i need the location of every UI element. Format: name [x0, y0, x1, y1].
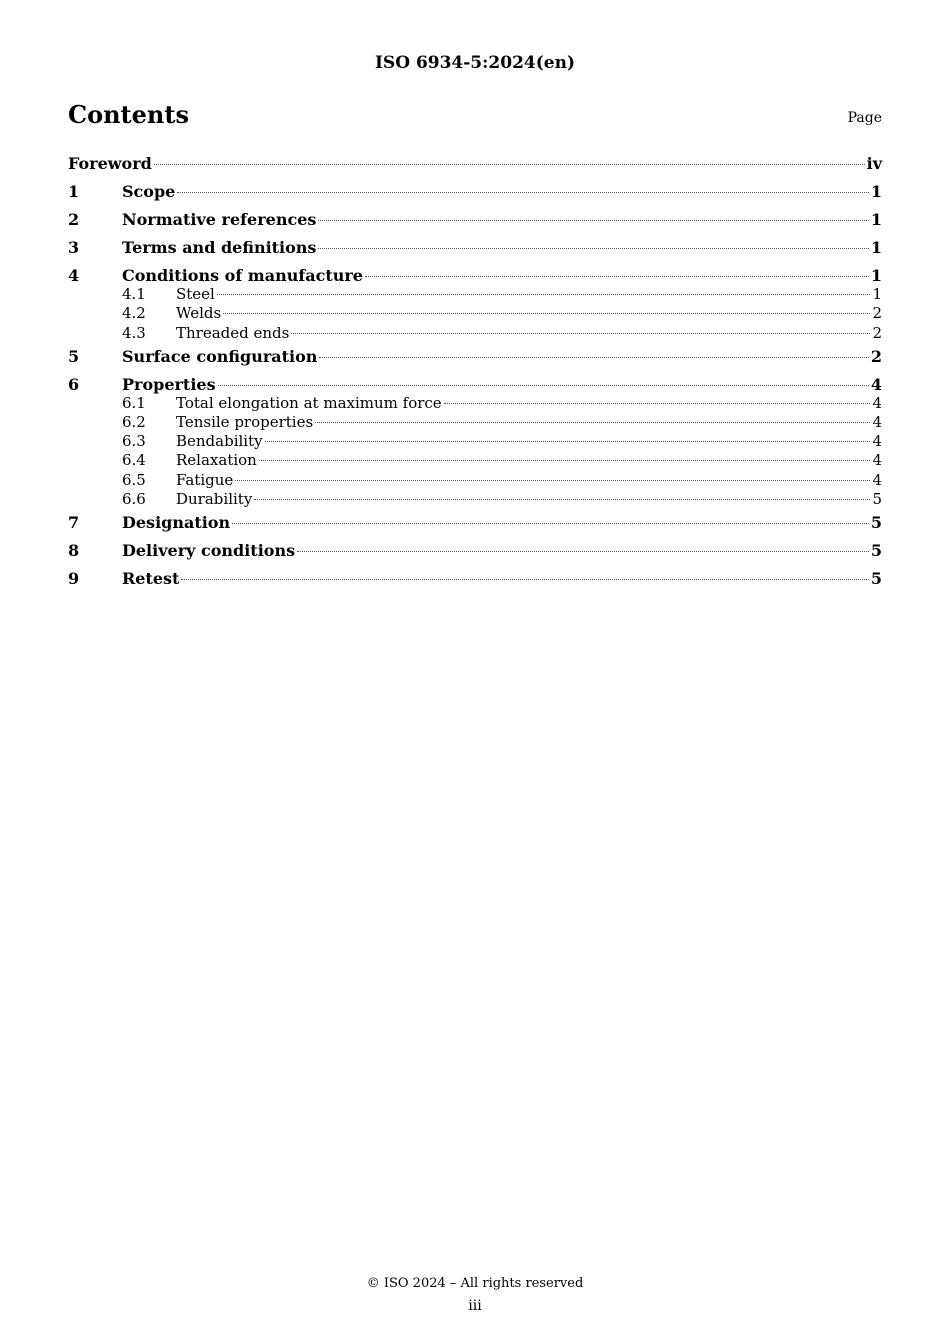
toc-subentry-page: 4: [872, 432, 882, 451]
toc-entry-page: iv: [866, 154, 882, 173]
toc-dot-leader: [232, 523, 869, 524]
toc-entry-title: Conditions of manufacture: [122, 266, 363, 285]
toc-dot-leader: [217, 294, 871, 295]
toc-subentry-welds[interactable]: [68, 304, 882, 323]
toc-entry-scope[interactable]: [68, 180, 882, 208]
toc-dot-leader: [223, 313, 870, 314]
toc-dot-leader: [315, 422, 870, 423]
toc-dot-leader: [291, 333, 870, 334]
page-column-label: Page: [847, 110, 882, 126]
toc-entry-page: 1: [870, 210, 882, 229]
toc-subentry-number: 6.5: [122, 470, 146, 489]
toc-entry-terms-and-definitions[interactable]: [68, 236, 882, 264]
toc-subentry-title: Durability: [176, 490, 253, 509]
toc-dot-leader: [177, 192, 869, 193]
toc-subentry-number: 6.3: [122, 432, 146, 451]
toc-entry-number: 3: [68, 238, 80, 257]
toc-entry-page: 1: [870, 238, 882, 257]
toc-entry-number: 4: [68, 266, 80, 285]
toc-subentry-number: 6.2: [122, 412, 146, 431]
toc-subentry-title: Bendability: [176, 432, 263, 451]
toc-entry-number: 2: [68, 210, 80, 229]
toc-subentry-page: 4: [872, 470, 882, 489]
toc-subentry-page: 1: [872, 285, 882, 303]
toc-dot-leader: [297, 551, 869, 552]
toc-dot-leader: [319, 357, 868, 358]
toc-subentry-page: 2: [872, 304, 882, 323]
toc-entry-number: 8: [68, 541, 80, 561]
toc-dot-leader: [259, 460, 871, 461]
toc-dot-leader: [444, 403, 871, 404]
toc-entry-number: 7: [68, 513, 80, 533]
toc-entry-normative-references[interactable]: [68, 208, 882, 236]
toc-entry-number: 9: [68, 569, 80, 589]
toc-entry-properties[interactable]: [68, 373, 882, 394]
toc-subentry-title: Steel: [176, 285, 215, 303]
toc-subentry-threaded-ends[interactable]: [68, 324, 882, 345]
toc-entry-title: Scope: [122, 182, 176, 201]
toc-entry-page: 1: [870, 182, 882, 201]
toc-subentry-page: 4: [872, 412, 882, 431]
toc-entry-designation[interactable]: [68, 511, 882, 539]
toc-entry-title: Foreword: [68, 154, 152, 173]
toc-entry-foreword[interactable]: [68, 152, 882, 180]
toc-subentry-number: 4.3: [122, 323, 146, 342]
toc-entry-title: Normative references: [122, 210, 317, 229]
toc-entry-page: 4: [870, 374, 882, 394]
toc-subentry-number: 4.1: [122, 285, 146, 303]
toc-entry-title: Terms and definitions: [122, 238, 317, 257]
toc-entry-page: 5: [870, 541, 882, 561]
table-of-contents: [68, 152, 882, 595]
toc-entry-number: 1: [68, 182, 80, 201]
toc-subentry-page: 4: [872, 393, 882, 412]
toc-subentry-number: 6.6: [122, 490, 146, 509]
toc-entry-title: Delivery conditions: [122, 541, 296, 561]
document-id-header: ISO 6934-5:2024(en): [374, 53, 575, 73]
toc-entry-title: Surface configuration: [122, 346, 318, 366]
toc-subentry-page: 4: [872, 451, 882, 470]
toc-dot-leader: [154, 164, 865, 165]
page-number: iii: [468, 1298, 482, 1314]
toc-subentry-page: 2: [872, 323, 882, 342]
toc-subentry-total-elongation[interactable]: [68, 394, 882, 413]
toc-entry-number: 6: [68, 374, 80, 394]
toc-subentry-relaxation[interactable]: [68, 451, 882, 470]
toc-entry-conditions-of-manufacture[interactable]: [68, 264, 882, 285]
toc-dot-leader: [235, 480, 870, 481]
toc-subentry-title: Total elongation at maximum force: [176, 393, 442, 412]
toc-subentry-number: 6.4: [122, 451, 146, 470]
toc-subentry-tensile-properties[interactable]: [68, 413, 882, 432]
toc-subentry-steel[interactable]: [68, 285, 882, 304]
toc-entry-delivery-conditions[interactable]: [68, 539, 882, 567]
toc-subentry-page: 5: [872, 490, 882, 509]
toc-subentry-number: 4.2: [122, 304, 146, 323]
toc-dot-leader: [265, 441, 871, 442]
toc-entry-page: 5: [870, 569, 882, 589]
toc-dot-leader: [318, 220, 868, 221]
toc-entry-surface-configuration[interactable]: [68, 345, 882, 373]
toc-dot-leader: [365, 276, 869, 277]
toc-subentry-durability[interactable]: [68, 490, 882, 511]
copyright-notice: © ISO 2024 – All rights reserved: [366, 1276, 584, 1291]
toc-subentry-title: Threaded ends: [176, 323, 290, 342]
toc-dot-leader: [254, 499, 870, 500]
toc-dot-leader: [218, 385, 869, 386]
toc-dot-leader: [181, 579, 868, 580]
toc-subentry-title: Welds: [176, 304, 222, 323]
toc-entry-page: 1: [870, 266, 882, 285]
toc-entry-title: Designation: [122, 513, 231, 533]
toc-entry-title: Retest: [122, 569, 180, 589]
toc-entry-title: Properties: [122, 374, 216, 394]
contents-title: Contents: [68, 100, 189, 129]
toc-entry-number: 5: [68, 346, 80, 366]
toc-entry-page: 2: [870, 346, 882, 366]
toc-subentry-title: Tensile properties: [176, 412, 314, 431]
toc-subentry-title: Relaxation: [176, 451, 257, 470]
toc-dot-leader: [318, 248, 868, 249]
toc-entry-page: 5: [870, 513, 882, 533]
toc-subentry-number: 6.1: [122, 393, 146, 412]
toc-subentry-fatigue[interactable]: [68, 471, 882, 490]
toc-entry-retest[interactable]: [68, 567, 882, 595]
toc-subentry-bendability[interactable]: [68, 432, 882, 451]
toc-subentry-title: Fatigue: [176, 470, 234, 489]
